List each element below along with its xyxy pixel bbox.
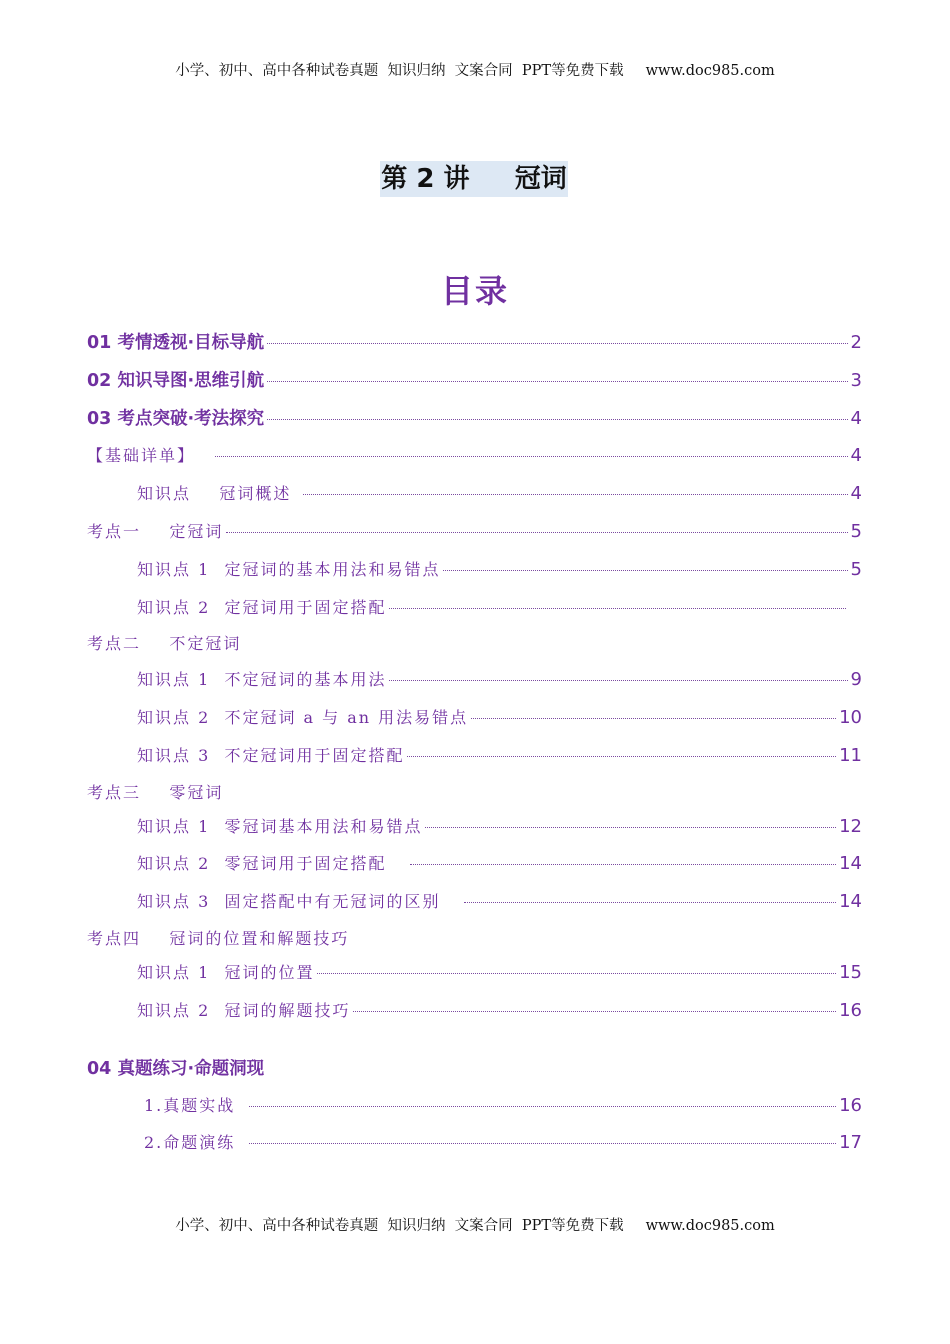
page-header	[0, 59, 950, 80]
leader-dots	[303, 494, 847, 495]
toc-entry-page: 3	[850, 370, 862, 391]
toc-entry-label: 知识点 2 定冠词用于固定搭配	[137, 598, 387, 617]
leader-dots	[215, 456, 848, 457]
leader-dots	[389, 608, 846, 609]
toc-entry[interactable]	[137, 481, 862, 504]
leader-dots	[471, 718, 836, 719]
leader-dots	[410, 864, 836, 865]
toc-entry-label: 知识点 1 定冠词的基本用法和易错点	[137, 560, 441, 579]
page-footer	[0, 1214, 950, 1235]
toc-entry[interactable]	[137, 960, 862, 983]
toc-entry[interactable]	[144, 1093, 862, 1116]
leader-dots	[267, 419, 847, 420]
toc-entry-label: 02 知识导图·思维引航	[87, 371, 265, 391]
toc-entry-page: 5	[850, 559, 862, 580]
toc-entry-page: 16	[839, 1000, 862, 1021]
toc-entry-page: 4	[850, 445, 862, 466]
toc-entry[interactable]	[87, 780, 487, 803]
toc-entry-label: 知识点 2 零冠词用于固定搭配	[137, 854, 387, 873]
toc-entry-page: 14	[839, 853, 862, 874]
toc-entry-page: 10	[839, 707, 862, 728]
toc-entry-page: 16	[839, 1095, 862, 1116]
leader-dots	[389, 680, 847, 681]
toc-entry[interactable]	[137, 667, 862, 690]
lecture-title: 第 2 讲 冠词	[380, 161, 568, 197]
leader-dots	[249, 1106, 836, 1107]
toc-entry[interactable]	[137, 705, 862, 728]
toc-entry[interactable]	[87, 405, 862, 430]
toc-entry-label: 【基础详单】	[87, 446, 196, 465]
toc-title: 目录	[440, 272, 509, 310]
toc-entry-label: 2.命题演练	[144, 1133, 236, 1152]
toc-entry-label: 01 考情透视·目标导航	[87, 333, 265, 353]
leader-dots	[317, 973, 836, 974]
leader-dots	[425, 827, 836, 828]
toc-entry-label: 知识点 3 不定冠词用于固定搭配	[137, 746, 405, 765]
toc-entry[interactable]	[137, 743, 862, 766]
toc-entry[interactable]	[87, 519, 862, 542]
toc-entry[interactable]	[87, 367, 862, 392]
toc-entry-label: 知识点 2 不定冠词 a 与 an 用法易错点	[137, 708, 469, 727]
toc-entry[interactable]	[87, 329, 862, 354]
toc-entry-label: 考点四 冠词的位置和解题技巧	[87, 929, 350, 948]
toc-entry-label: 考点一 定冠词	[87, 522, 224, 541]
toc-entry-page: 17	[839, 1132, 862, 1153]
toc-entry[interactable]	[87, 631, 487, 654]
leader-dots	[443, 570, 847, 571]
leader-dots	[353, 1011, 836, 1012]
toc-entry-label: 知识点 3 固定搭配中有无冠词的区别	[137, 892, 441, 911]
leader-dots	[407, 756, 836, 757]
toc-entry[interactable]	[144, 1130, 862, 1153]
toc-entry[interactable]	[137, 814, 862, 837]
toc-entry[interactable]	[137, 557, 862, 580]
header-url[interactable]: www.doc985.com	[645, 63, 775, 79]
leader-dots	[267, 343, 847, 344]
toc-entry[interactable]	[87, 443, 862, 466]
toc-entry-label: 考点三 零冠词	[87, 783, 224, 802]
toc-entry[interactable]	[137, 998, 862, 1021]
leader-dots	[464, 902, 836, 903]
toc-entry-label: 知识点 1 零冠词基本用法和易错点	[137, 817, 423, 836]
toc-entry-label: 考点二 不定冠词	[87, 634, 242, 653]
header-text: 小学、初中、高中各种试卷真题 知识归纳 文案合同 PPT等免费下载	[175, 63, 624, 79]
toc-entry-label: 1.真题实战	[144, 1096, 236, 1115]
toc-entry-page: 5	[850, 521, 862, 542]
toc-entry[interactable]	[137, 889, 862, 912]
toc-entry-label: 03 考点突破·考法探究	[87, 409, 265, 429]
footer-text: 小学、初中、高中各种试卷真题 知识归纳 文案合同 PPT等免费下载	[175, 1218, 624, 1234]
toc-entry-page: 4	[850, 483, 862, 504]
toc-entry-page: 2	[850, 332, 862, 353]
toc-entry-page: 15	[839, 962, 862, 983]
toc-entry-label: 知识点 冠词概述	[137, 484, 292, 503]
toc-entry-label: 知识点 1 不定冠词的基本用法	[137, 670, 387, 689]
toc-entry[interactable]	[137, 851, 862, 874]
toc-entry-page: 12	[839, 816, 862, 837]
footer-url[interactable]: www.doc985.com	[645, 1218, 775, 1234]
toc-entry[interactable]	[137, 595, 849, 618]
leader-dots	[249, 1143, 836, 1144]
leader-dots	[267, 381, 847, 382]
toc-entry-label: 知识点 2 冠词的解题技巧	[137, 1001, 351, 1020]
toc-entry-page: 14	[839, 891, 862, 912]
toc-entry-page: 9	[850, 669, 862, 690]
toc-entry-page: 4	[850, 408, 862, 429]
toc-entry-label: 知识点 1 冠词的位置	[137, 963, 315, 982]
toc-entry[interactable]	[87, 1055, 487, 1080]
toc-entry[interactable]	[87, 926, 487, 949]
leader-dots	[226, 532, 847, 533]
toc-entry-label: 04 真题练习·命题洞现	[87, 1059, 265, 1079]
toc-entry-page: 11	[839, 745, 862, 766]
